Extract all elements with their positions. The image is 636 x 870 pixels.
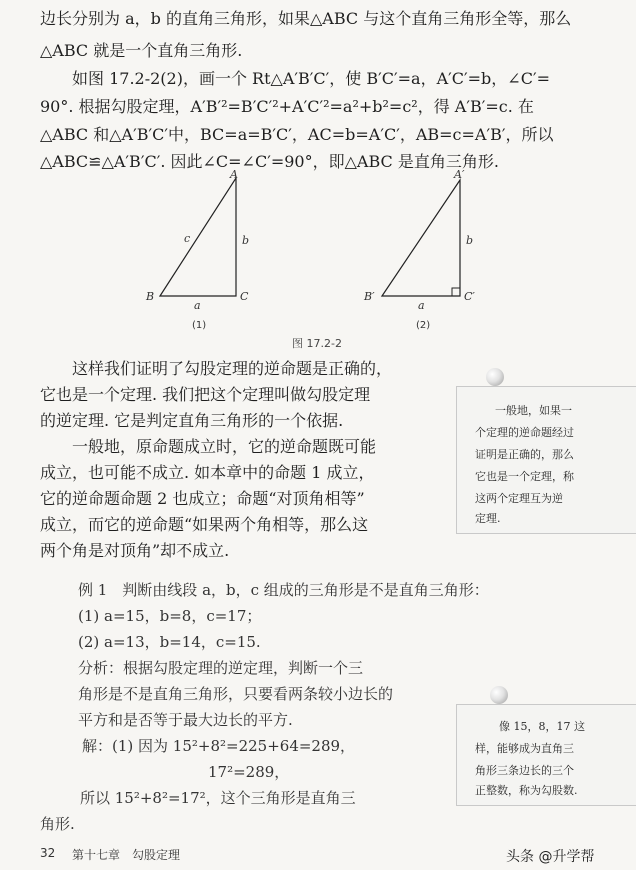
- tri2-vertex-a: A′: [454, 168, 465, 181]
- tri1-side-a: a: [194, 299, 201, 312]
- para2-line-4: 一般地，原命题成立时，它的逆命题既可能: [72, 437, 377, 456]
- para2-line-3: 的逆定理. 它是判定直角三角形的一个依据.: [40, 411, 344, 430]
- tri2-vertex-b: B′: [364, 290, 375, 303]
- para1-line-4: 90°. 根据勾股定理，A′B′²=B′C′²+A′C′²=a²+b²=c²，得 A′B′=c. 在: [40, 97, 534, 116]
- para2-line-1: 这样我们证明了勾股定理的逆命题是正确的，: [72, 359, 393, 378]
- example-heading: 例 1 判断由线段 a，b，c 组成的三角形是不是直角三角形：: [78, 581, 489, 599]
- margin-note-1: [456, 386, 636, 534]
- triangle-1: [145, 168, 249, 331]
- pearl-icon: [486, 368, 504, 386]
- note1-line-5: 这两个定理互为逆: [475, 492, 563, 505]
- chapter-title: 第十七章 勾股定理: [72, 848, 181, 862]
- figure-caption: 图 17.2-2: [292, 337, 342, 350]
- para2-line-7: 成立，而它的逆命题“如果两个角相等，那么这: [40, 515, 369, 534]
- para1-line-1: 边长分别为 a，b 的直角三角形，如果△ABC 与这个直角三角形全等，那么: [40, 9, 572, 28]
- tri2-vertex-c: C′: [464, 290, 475, 303]
- para1-line-5: △ABC 和△A′B′C′中，BC=a=B′C′，AC=b=A′C′，AB=c=A′B′，所以: [40, 125, 554, 144]
- margin-note-2: [456, 704, 636, 806]
- figure-17-2-2: [130, 168, 530, 348]
- page-number: 32: [40, 846, 56, 860]
- analysis-line-1: 分析：根据勾股定理的逆定理，判断一个三: [78, 659, 364, 677]
- para2-line-2: 它也是一个定理. 我们把这个定理叫做勾股定理: [40, 385, 371, 404]
- triangle-2: [363, 168, 475, 331]
- tri2-number: (2): [416, 320, 431, 331]
- note2-line-4: 正整数，称为勾股数.: [475, 784, 578, 797]
- tri1-side-c: c: [184, 232, 191, 245]
- note2-line-2: 样，能够成为直角三: [475, 742, 574, 755]
- note2-line-3: 角形三条边长的三个: [475, 764, 574, 777]
- solution-line-4: 角形.: [40, 815, 75, 833]
- note1-line-6: 定理.: [475, 512, 501, 525]
- para1-line-6: △ABC≌△A′B′C′. 因此∠C=∠C′=90°，即△ABC 是直角三角形.: [40, 152, 499, 171]
- note1-line-4: 它也是一个定理，称: [475, 470, 574, 483]
- note1-line-1: 一般地，如果一: [495, 404, 572, 417]
- note2-line-1: 像 15，8，17 这: [499, 720, 585, 733]
- para2-line-8: 两个角是对顶角”却不成立.: [40, 541, 230, 560]
- para1-line-2: △ABC 就是一个直角三角形.: [40, 41, 243, 60]
- para2-line-6: 它的逆命题命题 2 也成立；命题“对顶角相等”: [40, 489, 365, 508]
- solution-line-3: 所以 15²+8²=17²，这个三角形是直角三: [80, 789, 356, 807]
- analysis-line-2: 角形是不是直角三角形，只要看两条较小边长的: [78, 685, 394, 703]
- analysis-line-3: 平方和是否等于最大边长的平方.: [78, 711, 293, 729]
- note1-line-2: 个定理的逆命题经过: [475, 426, 574, 439]
- solution-line-1: 解：(1) 因为 15²+8²=225+64=289，: [82, 737, 356, 755]
- tri1-vertex-c: C: [240, 290, 249, 303]
- note1-line-3: 证明是正确的，那么: [475, 448, 574, 461]
- tri1-vertex-b: B: [146, 290, 155, 303]
- watermark: 头条 @升学帮: [506, 849, 595, 865]
- tri2-side-b: b: [466, 234, 474, 247]
- para1-line-3: 如图 17.2-2(2)，画一个 Rt△A′B′C′，使 B′C′=a，A′C′=b，∠C′=: [72, 69, 550, 88]
- para2-line-5: 成立，也可能不成立. 如本章中的命题 1 成立，: [40, 463, 375, 482]
- example-case-1: (1) a=15，b=8，c=17；: [78, 607, 262, 625]
- pearl-icon: [490, 686, 508, 704]
- tri1-side-b: b: [242, 234, 250, 247]
- solution-line-2: 17²=289，: [208, 763, 290, 781]
- tri2-side-a: a: [418, 299, 425, 312]
- tri1-vertex-a: A: [230, 168, 238, 181]
- tri1-number: (1): [192, 320, 207, 331]
- example-case-2: (2) a=13，b=14，c=15.: [78, 633, 261, 651]
